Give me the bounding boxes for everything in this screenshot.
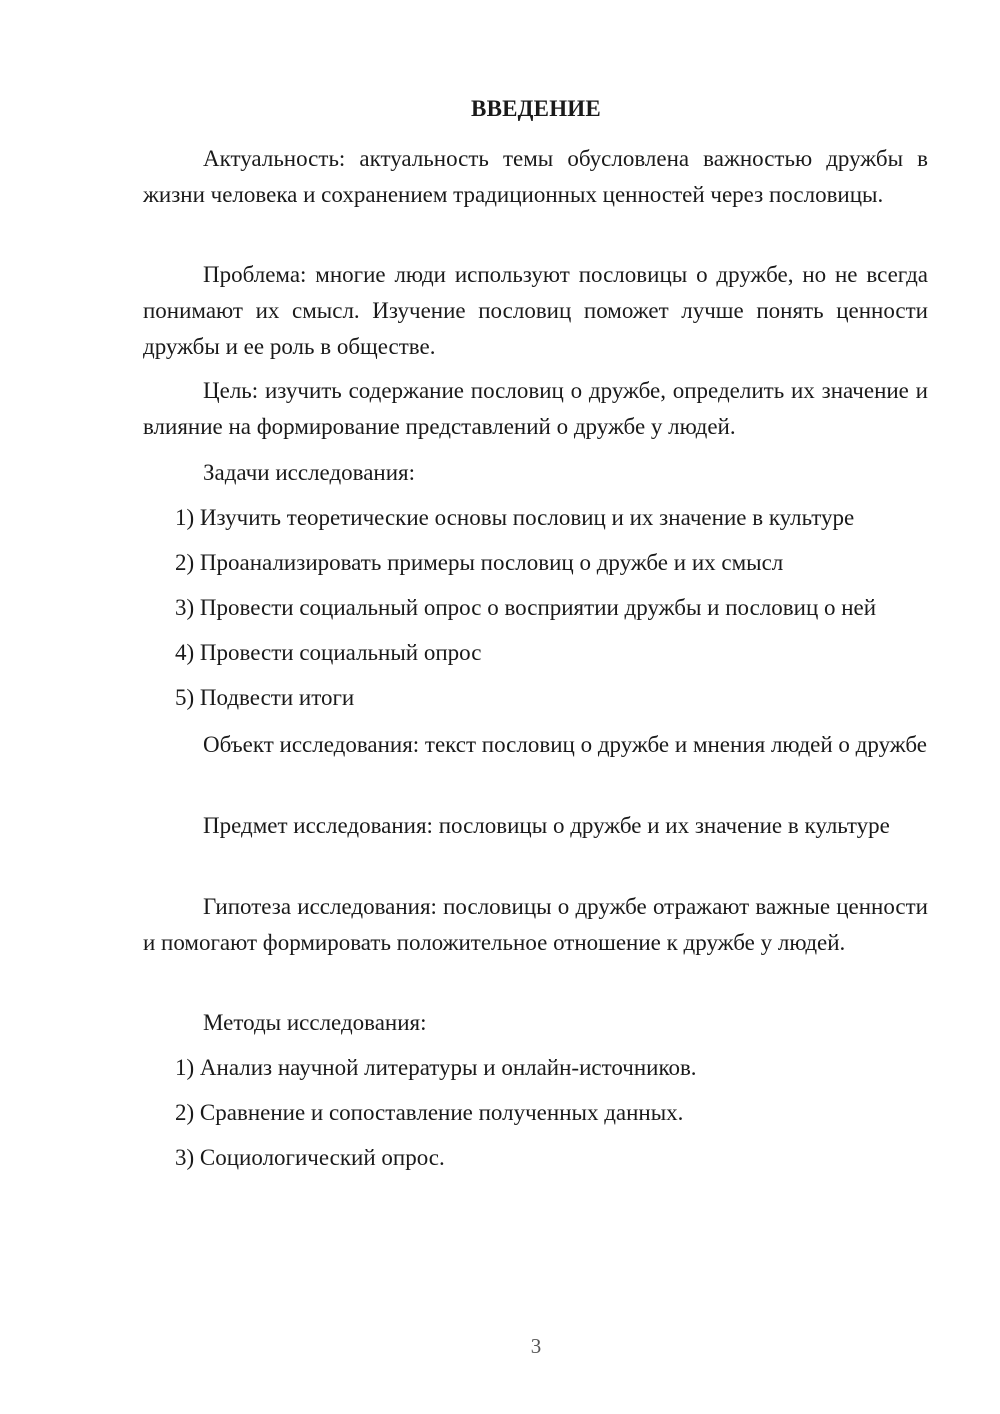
tasks-heading: Задачи исследования:: [203, 460, 416, 485]
tasks-list-item-3: [143, 590, 928, 626]
list-item: 1) Изучить теоретические основы пословиц и их значение в культуре: [175, 505, 855, 530]
list-item: 3) Социологический опрос.: [175, 1145, 445, 1170]
tasks-list-item-1: [143, 500, 928, 536]
list-item: 1) Анализ научной литературы и онлайн-источников.: [175, 1055, 697, 1080]
subject-paragraph-block: [143, 808, 928, 844]
subject-paragraph: Предмет исследования: пословицы о дружбе и их значение в культуре: [203, 813, 890, 838]
methods-list-item-3: [143, 1140, 928, 1176]
list-item: 2) Сравнение и сопоставление полученных данных.: [175, 1100, 684, 1125]
object-paragraph: Объект исследования: текст пословиц о дружбе и мнения людей о дружбе: [203, 732, 927, 757]
methods-heading: Методы исследования:: [203, 1010, 427, 1035]
methods-list-item-1: [143, 1050, 928, 1086]
list-item: 2) Проанализировать примеры пословиц о дружбе и их смысл: [175, 550, 784, 575]
relevance-paragraph: Актуальность: актуальность темы обусловлена важностью дружбы в жизни человека и сохранением традиционных ценностей через пословицы.: [143, 146, 928, 207]
list-item: 4) Провести социальный опрос: [175, 640, 482, 665]
goal-paragraph: Цель: изучить содержание пословиц о дружбе, определить их значение и влияние на формирование представлений о дружбе у людей.: [143, 378, 928, 439]
goal-paragraph-block: [143, 373, 928, 445]
tasks-list-item-4: [143, 635, 928, 671]
hypothesis-paragraph-block: [143, 889, 928, 961]
hypothesis-paragraph: Гипотеза исследования: пословицы о дружбе отражают важные ценности и помогают формировать положительное отношение к дружбе у людей.: [143, 894, 928, 955]
page-number: 3: [530, 1334, 542, 1358]
tasks-heading-block: [143, 455, 928, 491]
methods-heading-block: [143, 1005, 928, 1041]
problem-paragraph-block: [143, 257, 928, 365]
list-item: 5) Подвести итоги: [175, 685, 355, 710]
tasks-list-item-2: [143, 545, 928, 581]
problem-paragraph: Проблема: многие люди используют пословицы о дружбе, но не всегда понимают их смысл. Изучение пословиц поможет лучше понять ценности дружбы и ее роль в обществе.: [143, 262, 928, 359]
page-title: ВВЕДЕНИЕ: [471, 96, 601, 121]
list-item: 3) Провести социальный опрос о восприятии дружбы и пословиц о ней: [175, 595, 877, 620]
object-paragraph-block: [143, 727, 928, 763]
methods-list-item-2: [143, 1095, 928, 1131]
tasks-list-item-5: [143, 680, 928, 716]
relevance-paragraph-block: [143, 141, 928, 213]
